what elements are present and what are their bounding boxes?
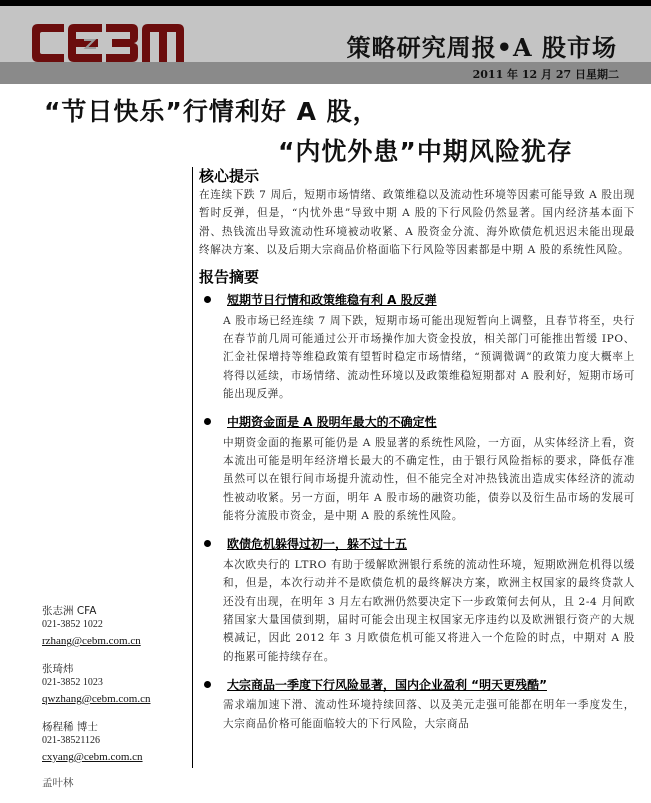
summary-item-body: 中期资金面的拖累可能仍是 A 股显著的系统性风险，一方面，从实体经济上看，资本流出可能是明年经济增长最大的不确定性，由于银行风险指标的要求，降低存准虽然可以在银行间市场提升流动性，但不能完全对冲热钱流出造成实体经济的流动性被动收紧。另一方面，明年 A 股市场的融资功能，债券以及衍生品市场的发展可能将分流股市资金，是中期 A 股的系统性风险。 — [223, 436, 635, 523]
headline-line-2: “内忧外患”中期风险犹存 — [278, 137, 573, 166]
bullet-icon — [204, 540, 211, 547]
summary-item-heading: 欧债危机躲得过初一，躲不过十五 — [199, 534, 635, 554]
analyst-contacts — [42, 604, 187, 803]
key-points-title: 核心提示 — [199, 167, 260, 185]
analyst-email-link[interactable]: cxyang@cebm.com.cn — [42, 751, 143, 763]
summary-item-heading: 大宗商品一季度下行风险显著，国内企业盈利 “明天更残酷” — [199, 674, 635, 694]
column-divider — [192, 167, 193, 768]
bullet-icon — [204, 296, 211, 303]
analyst-phone: 021-3852 1022 — [42, 619, 103, 630]
report-date: 2011 年 12 月 27 日星期二 — [472, 68, 619, 81]
report-header — [0, 6, 651, 62]
summary-item-heading: 中期资金面是 A 股明年最大的不确定性 — [199, 412, 635, 432]
analyst-phone: 021-38521126 — [42, 735, 100, 746]
analyst-name: 张志洲 CFA — [42, 605, 97, 617]
analyst-email-link[interactable]: rzhang@cebm.com.cn — [42, 635, 141, 647]
summary-item-body: 本次欧央行的 LTRO 有助于缓解欧洲银行系统的流动性环境，短期欧洲危机得以缓和，但是，本次行动并不是欧债危机的最终解决方案，欧洲主权国家的最终贷款人还没有出现，在明年 3 月左右欧洲仍然要决定下一步政策何去何从，且 2-4 月间欧猪国家大量国债到期，届时可能会出现主权国家无序违约以及欧洲银行资产的大规模减记，因此 2012 年 3 月欧债危机可能又将进入一个危险的时点，中期对 A 股的拖累可能持续存在。 — [223, 558, 635, 663]
analyst-email-link[interactable]: qwzhang@cebm.com.cn — [42, 693, 151, 705]
report-series-title: 策略研究周报•A 股市场 — [346, 33, 617, 62]
headline-line-1: “节日快乐”行情利好 A 股， — [44, 97, 379, 126]
bullet-icon — [204, 681, 211, 688]
summary-item-heading: 短期节日行情和政策维稳有利 A 股反弹 — [199, 290, 635, 310]
header-date-band — [0, 62, 651, 84]
main-column — [199, 166, 635, 741]
analyst-contact — [42, 778, 187, 790]
analyst-name: 张琦炜 — [42, 663, 74, 675]
summary-title: 报告摘要 — [199, 267, 260, 286]
analyst-contact — [42, 604, 187, 649]
analyst-contact — [42, 662, 187, 707]
analyst-phone: 021-3852 1023 — [42, 677, 103, 688]
summary-item-body: 需求端加速下滑、流动性环境持续回落、以及美元走强可能都在明年一季度发生，大宗商品价格可能面临较大的下行风险，大宗商品 — [223, 699, 635, 730]
analyst-name: 孟叶林 — [42, 778, 74, 789]
key-points-body: 在连续下跌 7 周后，短期市场情绪、政策维稳以及流动性环境等因素可能导致 A 股出现暂时反弹，但是，“内忧外患”导致中期 A 股的下行风险仍然显著。国内经济基本面下滑、热钱流出导致流动性环境被动收紧、A 股资金分流、海外欧债危机迟迟未能出现最终解决方案、以及后期大宗商品价格面临下行风险等因素都是中期 A 股的系统性风险。 — [199, 189, 635, 257]
bullet-icon — [204, 418, 211, 425]
summary-item-body: A 股市场已经连续 7 周下跌，短期市场可能出现短暂向上调整，且春节将至，央行在春节前几周可能通过公开市场操作加大资金投放，相关部门可能推出暂缓 IPO、汇金社保增持等维稳政策有望暂时稳定市场情绪，“预调微调”的政策力度大概率上将得以延续，市场情绪、流动性环境以及政策维稳短期都对 A 股利好，短期市场可能出现反弹。 — [223, 314, 635, 401]
analyst-name: 杨程稀 博士 — [42, 721, 98, 733]
cebm-logo — [28, 20, 188, 66]
analyst-contact — [42, 720, 187, 765]
